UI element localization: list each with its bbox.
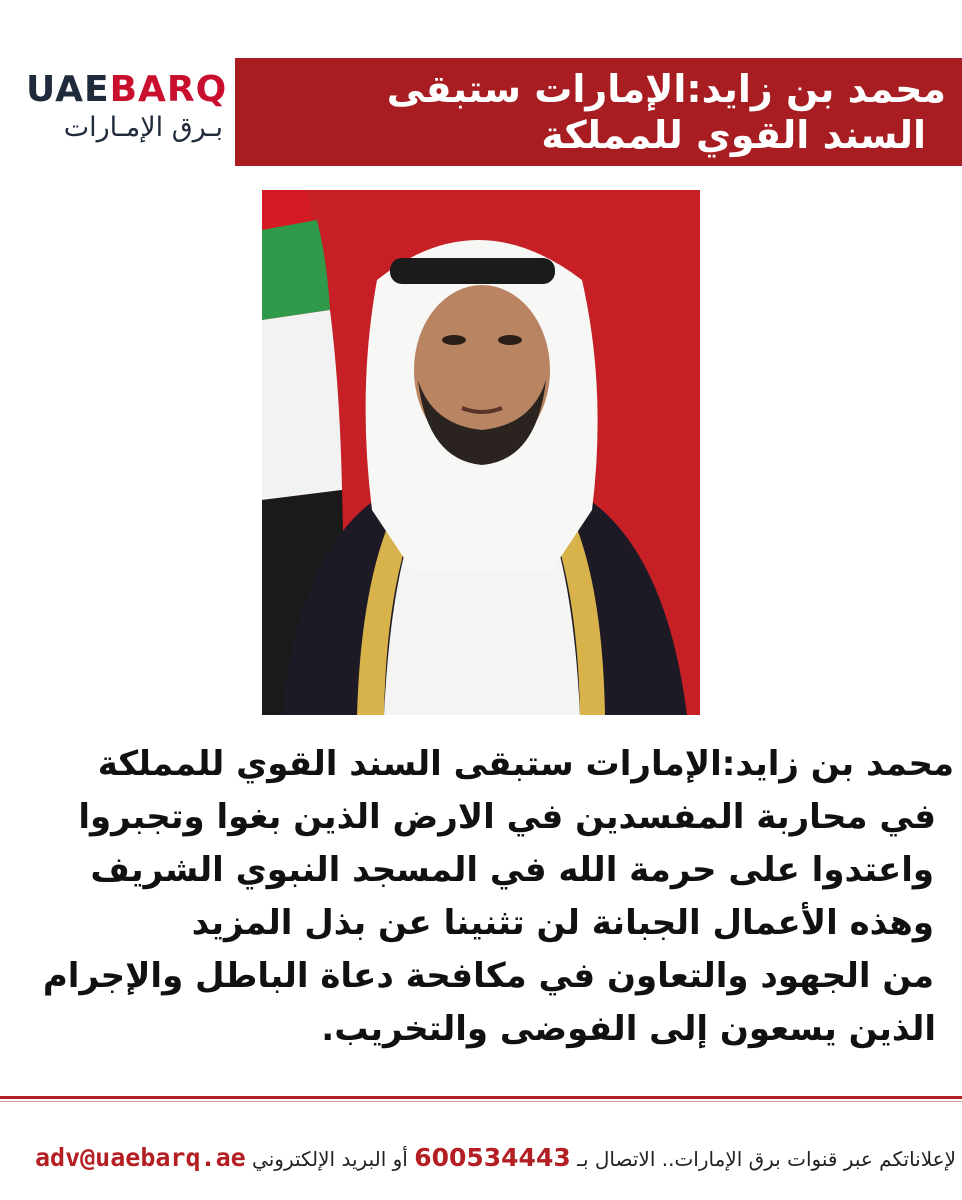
- portrait-photo: [262, 190, 700, 715]
- headline-line-1: محمد بن زايد:الإمارات ستبقى: [386, 67, 946, 111]
- body-line-6: الذين يسعون إلى الفوضى والتخريب.: [321, 1009, 936, 1049]
- footer-divider-thin: [0, 1101, 962, 1102]
- body-line-3: واعتدوا على حرمة الله في المسجد النبوي الشريف: [90, 850, 934, 890]
- headline-banner: [235, 58, 962, 166]
- body-line-5: من الجهود والتعاون في مكافحة دعاة الباطل والإجرام: [42, 956, 934, 996]
- logo-arabic-text: بـرق الإمـارات: [63, 112, 223, 143]
- article-body: [24, 738, 954, 1056]
- logo-latin-text: [26, 70, 231, 110]
- logo-latin-barq: BARQ: [109, 69, 228, 110]
- footer-email-link[interactable]: adv@uaebarq.ae: [34, 1143, 246, 1172]
- headline-line-2: السند القوي للمملكة: [541, 113, 926, 157]
- uaebarq-logo: [26, 70, 231, 150]
- footer-advertising-note: [10, 1140, 956, 1180]
- logo-latin-uae: UAE: [26, 69, 110, 110]
- footer-divider: [0, 1096, 962, 1099]
- footer-phone-number: 600534443: [414, 1143, 571, 1172]
- headline-text: [387, 66, 946, 158]
- body-line-4: وهذه الأعمال الجبانة لن تثنينا عن بذل المزيد: [191, 903, 934, 943]
- footer-lead-text: لإعلاناتكم عبر قنوات برق الإمارات.. الاتصال بـ: [577, 1147, 956, 1171]
- body-line-2: في محاربة المفسدين في الارض الذين بغوا وتجبروا: [78, 797, 936, 837]
- portrait-illustration: [262, 190, 700, 715]
- body-line-1: محمد بن زايد:الإمارات ستبقى السند القوي للمملكة: [97, 744, 954, 784]
- footer-mid-text: أو البريد الإلكتروني: [252, 1147, 408, 1171]
